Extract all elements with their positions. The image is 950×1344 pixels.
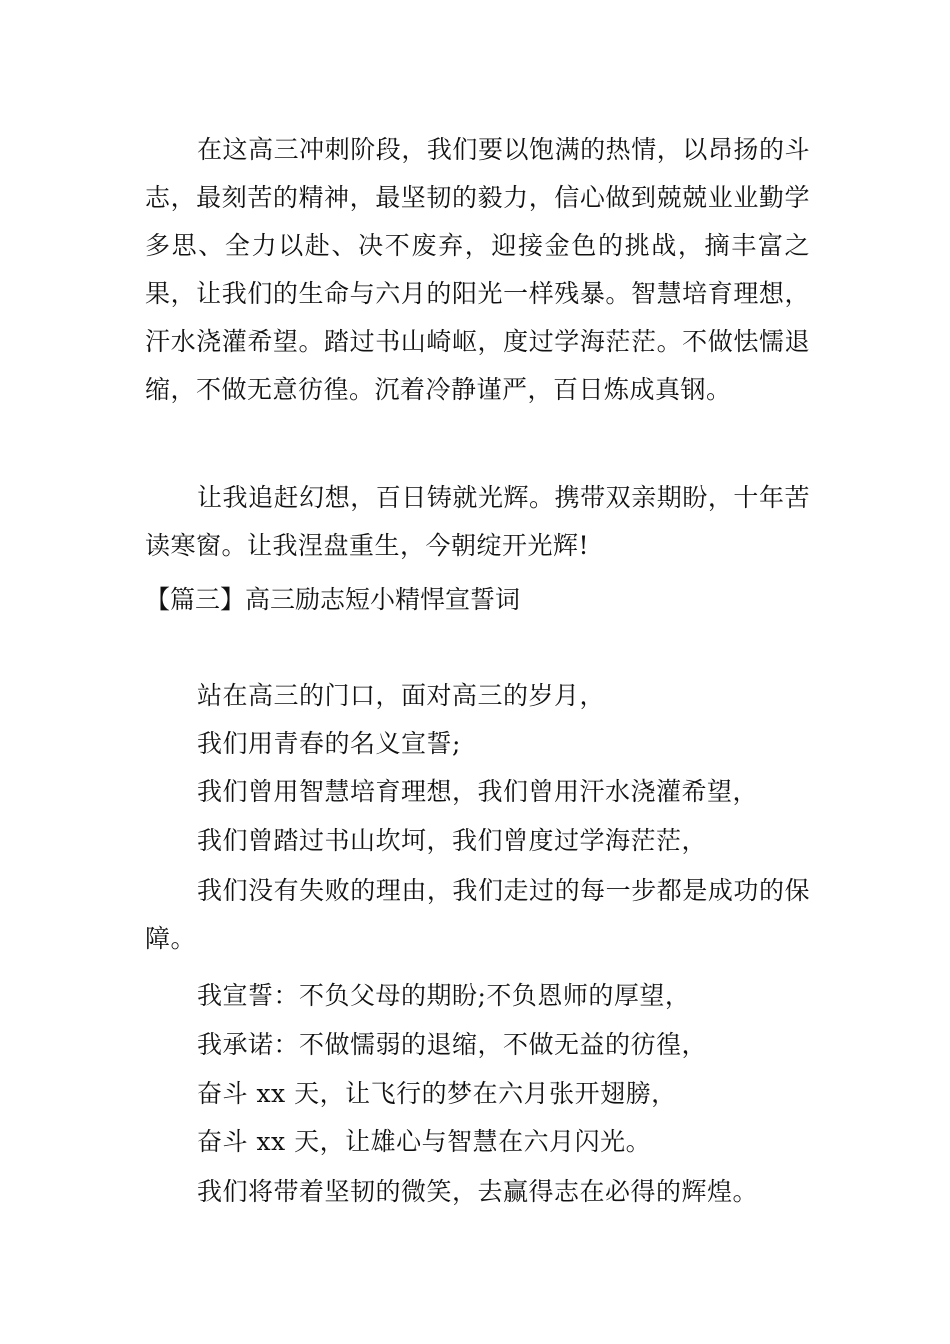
oath-line-5: 我们没有失败的理由，我们走过的每一步都是成功的保障。 — [145, 876, 810, 953]
oath-line-10: 我们将带着坚韧的微笑，去赢得志在必得的辉煌。 — [197, 1177, 759, 1206]
oath-line-7: 我承诺：不做懦弱的退缩，不做无益的彷徨， — [197, 1030, 708, 1059]
body-paragraph-2: 让我追赶幻想，百日铸就光辉。携带双亲期盼，十年苦读寒窗。让我涅盘重生，今朝绽开光辉! — [145, 483, 810, 560]
body-paragraph-1: 在这高三冲刺阶段，我们要以饱满的热情，以昂扬的斗志，最刻苦的精神，最坚韧的毅力，信心做到兢兢业业勤学多思、全力以赴、决不废弃，迎接金色的挑战，摘丰富之果，让我们的生命与六月的阳光一样残暴。智慧培育理想，汗水浇灌希望。踏过书山崎岖，度过学海茫茫。不做怯懦退缩，不做无意彷徨。沉着冷静谨严，百日炼成真钢。 — [145, 135, 810, 404]
oath-line-3: 我们曾用智慧培育理想，我们曾用汗水浇灌希望， — [197, 777, 759, 806]
oath-line-6: 我宣誓：不负父母的期盼;不负恩师的厚望， — [197, 981, 691, 1010]
oath-line-1: 站在高三的门口，面对高三的岁月， — [197, 681, 606, 710]
section-heading: 【篇三】高三励志短小精悍宣誓词 — [145, 585, 521, 614]
oath-line-2: 我们用青春的名义宣誓; — [197, 729, 461, 758]
oath-line-9: 奋斗 xx 天，让雄心与智慧在六月闪光。 — [197, 1127, 652, 1156]
oath-line-4: 我们曾踏过书山坎坷，我们曾度过学海茫茫， — [197, 826, 708, 855]
oath-line-8: 奋斗 xx 天，让飞行的梦在六月张开翅膀， — [197, 1079, 677, 1108]
